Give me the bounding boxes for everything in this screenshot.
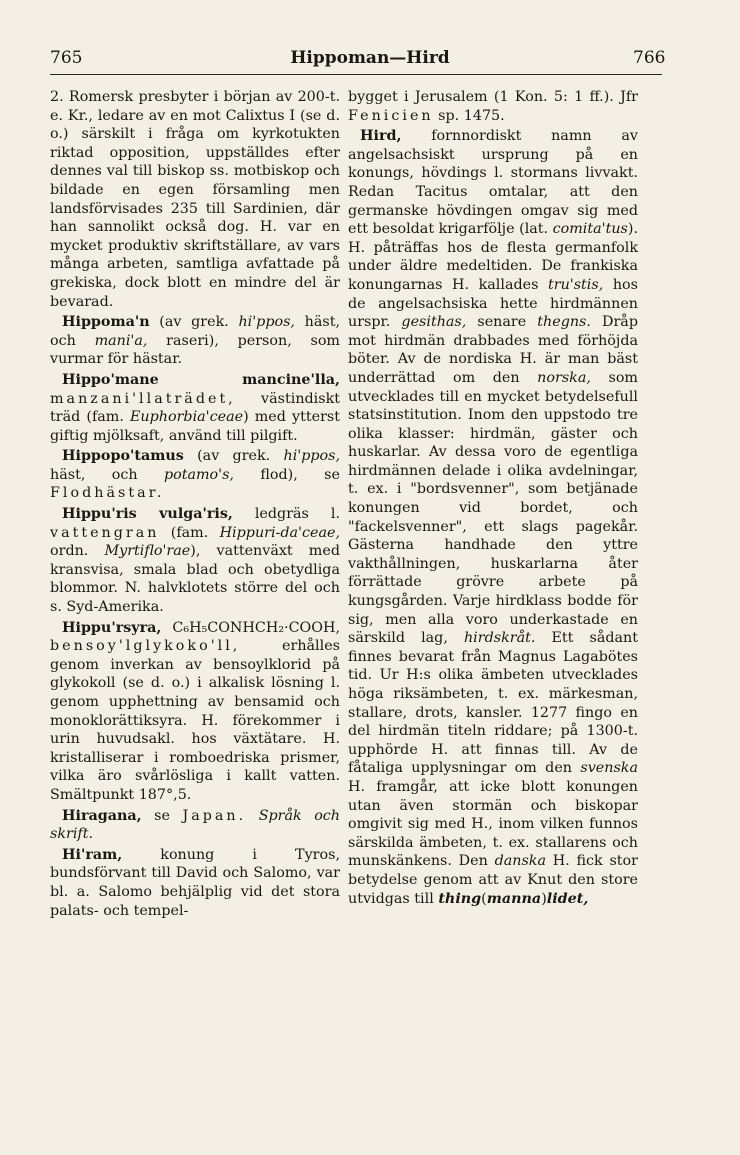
entry-hippopotamus bbox=[50, 447, 340, 503]
entry-italic: gesithas, bbox=[401, 314, 467, 331]
right-column bbox=[348, 88, 638, 908]
entry-text: ledgräs l. bbox=[232, 506, 340, 523]
entry-headword: Hippopo'tamus bbox=[62, 448, 184, 465]
entry-hippoman bbox=[50, 313, 340, 369]
entry-text: H. fick stor betydelse genom att av Knut den store utvidgas till bbox=[348, 853, 638, 907]
entry-italic: hirdskråt. bbox=[463, 630, 536, 647]
entry-spaced: manzani'llaträdet, bbox=[50, 390, 236, 407]
left-page-number: 765 bbox=[50, 48, 83, 68]
entry-italic: potamo's, bbox=[163, 466, 234, 483]
entry-headword: Hippu'rsyra, bbox=[62, 619, 162, 636]
entry-italic: Språk och skrift. bbox=[50, 807, 341, 843]
entry-hiram bbox=[50, 846, 340, 920]
entry-text: fornnordiskt namn av angelsachsiskt ursprung på en konungs, hövdings l. stormans livvakt. Redan Tacitus omtalar, att den germanske hövdingen omgav sig med ett besoldat krigarfölje (lat. bbox=[348, 128, 638, 238]
entry-text: (av grek. bbox=[149, 314, 239, 331]
entry-text: ). H. påträffas hos de flesta germanfolk under äldre medeltiden. De frankiska konungarnas H. kallades bbox=[348, 221, 638, 293]
entry-italic: danska bbox=[494, 853, 546, 870]
entry-text: flod), se bbox=[233, 466, 340, 483]
entry-headword: Hi'ram, bbox=[62, 846, 123, 863]
entry-text: C₆H₅CONHCH₂·COOH, bbox=[161, 619, 340, 636]
entry-hippuris bbox=[50, 505, 340, 617]
entry-text: bygget i Jerusalem (1 Kon. 5: 1 ff.). Jfr bbox=[348, 89, 638, 105]
entry-italic: mani'a, bbox=[94, 332, 148, 349]
entry-text: som utvecklades till en mycket betydelsefull statsinstitution. Inom den uppstodo tre olika klasser: hirdmän, gäster och huskarlar. Av dessa voro de egentliga hirdmännen delade i olika avdelningar, t. ex. i "bordsvenner", som betjänade konungen vid bordet, och "fackelsvenner", ett slags pagekår. Gästerna handhade den yttre vakthållningen, huskarlarna åter förrättade grövre arbete på kungsgården. Varje hirdklass bodde för sig, men alla voro underkastade en särskild lag, bbox=[348, 369, 638, 647]
entry-headword: Hird, bbox=[360, 128, 402, 145]
entry-text: Ett sådant finnes bevarat från Magnus Lagabötes tid. Ur H:s olika ämbeten utvecklades höga riksämbeten, t. ex. märkesman, stallare, drots, kansler. 1277 fingo en del hirdmän titeln riddare; på 1300-t. upphörde H. att finnas till. Av de fåtaliga upplysningar om den bbox=[348, 630, 638, 777]
entry-text: se bbox=[141, 807, 183, 824]
entry-text: senare bbox=[466, 314, 538, 331]
entry-headword: Hippu'ris vulga'ris, bbox=[62, 506, 233, 523]
entry-spaced: bensoy'lglykoko'll, bbox=[50, 638, 241, 655]
entry-headword: Hippoma'n bbox=[62, 314, 150, 331]
entry-hird bbox=[348, 127, 638, 908]
entry-text: 2. Romersk presbyter i början av 200-t. e. Kr., ledare av en mot Calixtus I (se d. o.) särskilt i fråga om kyrkotukten riktad opposition, uppställdes efter dennes val till biskop ss. motbiskop och bildade en egen församling men landsförvisades 235 till Sardinien, där han sannolikt också dog. H. var en mycket produktiv skriftställare, av vars många arbeten, samtliga avfattade på grekiska, dock blott en mindre del är bevarad. bbox=[50, 89, 340, 310]
entry-italic: manna bbox=[486, 890, 542, 907]
entry-italic: svenska bbox=[580, 760, 638, 777]
entry-text: konung i Tyros, bundsförvant till David och Salomo, var bl. a. Salomo behjälplig vid det stora palats- och tempel- bbox=[50, 846, 340, 919]
entry-text: erhålles genom inverkan av bensoylklorid på glykokoll (se d. o.) i alkalisk lösning l. genom upphettning av bensamid och monoklorättiksyra. H. förekommer i urin huvudsakl. hos växtätare. H. kristalliserar i romboedriska prismer, vilka äro svårlösliga i kallt vatten. Smältpunkt 187°,5. bbox=[50, 638, 340, 803]
entry-hippursyra bbox=[50, 619, 340, 805]
entry-text bbox=[246, 808, 259, 824]
entry-text: sp. 1475. bbox=[433, 107, 505, 124]
running-title: Hippoman—Hird bbox=[290, 48, 450, 68]
entry-italic: tru'stis, bbox=[548, 276, 604, 293]
entry-hiram-continued bbox=[348, 88, 638, 125]
header-rule bbox=[50, 74, 662, 75]
entry-text: ordn. bbox=[50, 543, 105, 560]
entry-italic: comita'tus bbox=[552, 221, 628, 238]
entry-hippomane bbox=[50, 371, 340, 445]
entry-text: (fam. bbox=[159, 524, 220, 541]
entry-spaced: Japan. bbox=[182, 807, 247, 824]
entry-headword: Hiragana, bbox=[62, 807, 142, 824]
entry-text: hos de angelsachsiska hette hirdmännen urspr. bbox=[348, 276, 638, 331]
entry-italic: thegns. bbox=[537, 314, 591, 331]
entry-text: västindiskt träd (fam. bbox=[50, 390, 340, 426]
entry-text: raseri), person, som vurmar för hästar. bbox=[50, 332, 340, 368]
entry-italic: hi'ppos, bbox=[283, 448, 340, 465]
entry-italic: thing bbox=[438, 890, 482, 907]
entry-hippolytos-continued bbox=[50, 88, 340, 311]
entry-italic: Hippuri-da'ceae, bbox=[219, 524, 340, 541]
right-page-number: 766 bbox=[633, 48, 666, 68]
entry-text: ( bbox=[481, 890, 487, 907]
entry-text: ), vattenväxt med kransvisa, smala blad och obetydliga blommor. N. halvklotets större del och s. Syd-Amerika. bbox=[50, 543, 340, 616]
entry-text: Dråp mot hirdmän drabbades med förhöjda böter. Av de nordiska H. är man bäst underrättad om den bbox=[348, 314, 638, 386]
entry-hiragana bbox=[50, 807, 340, 844]
entry-text: ) med ytterst giftig mjölksaft, använd till pilgift. bbox=[50, 409, 340, 444]
entry-italic: Myrtiflo'rae bbox=[104, 543, 191, 560]
entry-text: (av grek. bbox=[183, 448, 284, 465]
left-column bbox=[50, 88, 340, 920]
entry-headword: Hippo'mane mancine'lla, bbox=[62, 371, 340, 388]
entry-italic: Euphorbia'ceae bbox=[129, 409, 244, 426]
entry-spaced: Flodhästar. bbox=[50, 485, 165, 502]
entry-italic: lidet, bbox=[546, 890, 589, 907]
entry-spaced: Fenicien bbox=[348, 107, 434, 124]
entry-italic: norska, bbox=[537, 369, 591, 386]
entry-spaced: vattengran bbox=[50, 524, 160, 541]
entry-text: häst, och bbox=[50, 314, 341, 349]
entry-italic: hi'ppos, bbox=[238, 314, 295, 331]
entry-text: häst, och bbox=[50, 466, 164, 483]
entry-text: ) bbox=[541, 890, 547, 907]
entry-text: H. framgår, att icke blott konungen utan även stormän och biskopar omgivit sig med H., inom vilken funnos särskilda ämbeten, t. ex. stallarens och munskänkens. Den bbox=[348, 778, 638, 870]
